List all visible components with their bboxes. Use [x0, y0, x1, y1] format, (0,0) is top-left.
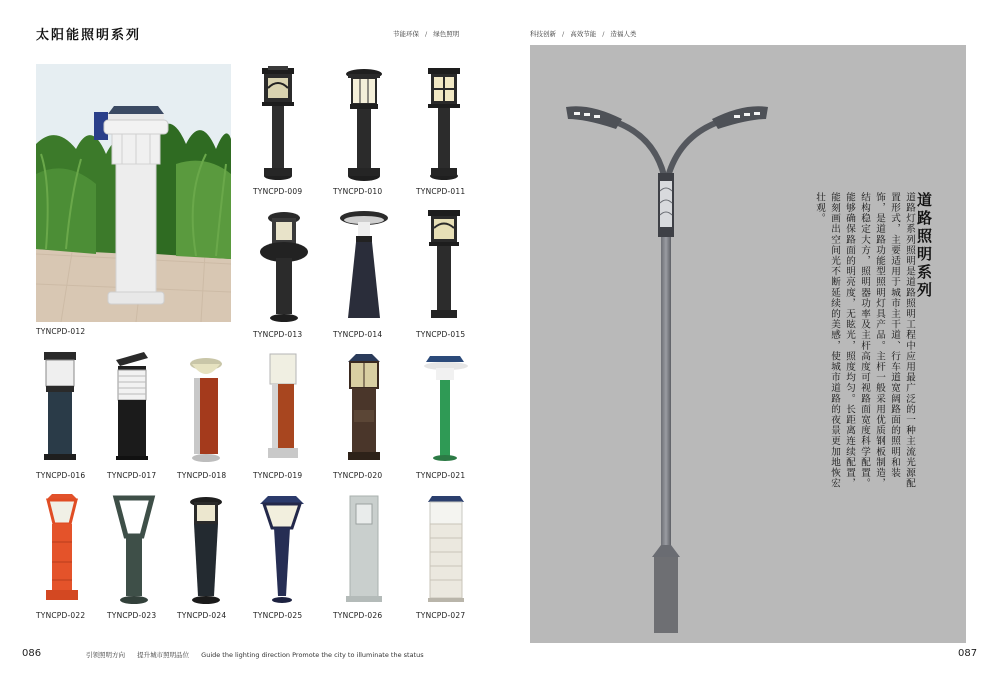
lamp-015-image	[414, 208, 474, 326]
tag-benefit: 造福人类	[610, 30, 637, 38]
page-number: 087	[958, 648, 978, 659]
lamp-016-image	[30, 350, 90, 468]
product-code: TYNCPD-017	[107, 471, 157, 480]
left-tagline	[393, 29, 459, 38]
right-tagline	[530, 29, 636, 38]
tag-innovation: 科技创新	[530, 30, 556, 38]
product-code: TYNCPD-026	[333, 611, 383, 620]
lamp-026-image	[334, 492, 394, 610]
product-code: TYNCPD-022	[36, 611, 86, 620]
product-code: TYNCPD-010	[333, 187, 383, 196]
lamp-024-image	[176, 492, 236, 610]
lamp-011-image	[414, 66, 474, 184]
footer-slogan-2: 提升城市照明品位	[137, 651, 190, 659]
lamp-014-image	[334, 208, 394, 326]
product-code: TYNCPD-023	[107, 611, 157, 620]
footer-slogan-1: 引领照明方向	[86, 651, 125, 659]
tag-separator: /	[602, 30, 605, 38]
lamp-025-image	[252, 492, 312, 610]
tag-separator: /	[425, 30, 428, 38]
product-code: TYNCPD-016	[36, 471, 86, 480]
series-title: 太阳能照明系列	[36, 28, 142, 43]
lamp-023-image	[104, 492, 164, 610]
tag-efficiency: 高效节能	[570, 30, 597, 38]
product-code: TYNCPD-019	[253, 471, 303, 480]
lamp-027-image	[416, 492, 476, 610]
tag-separator: /	[562, 30, 565, 38]
product-code: TYNCPD-014	[333, 330, 383, 339]
lamp-020-image	[334, 350, 394, 468]
product-code: TYNCPD-009	[253, 187, 303, 196]
product-code: TYNCPD-012	[36, 327, 86, 336]
section-description: 道路灯系列照明是道路照明工程中应用最广泛的一种主流光源配置形式，主要适用于城市主干道、行车道宽阔路面的照明和装饰，是道路功能型照明灯具产品。主杆一般采用优质钢板制造，结构稳定大方，照明器功率及主杆高度可视路面宽度科学配置。能够确保路面的明亮度，无眩光，照度均匀。长距离连续配置，能刻画出空间光不断延续的美感，使城市道路的夜景更加地恢宏壮观。	[814, 192, 915, 489]
product-code: TYNCPD-015	[416, 330, 466, 339]
tag-green-lighting: 绿色照明	[433, 30, 460, 38]
product-code: TYNCPD-021	[416, 471, 466, 480]
footer-slogan	[86, 650, 424, 659]
page-number: 086	[22, 648, 42, 659]
product-code: TYNCPD-013	[253, 330, 303, 339]
lamp-013-image	[254, 208, 314, 326]
right-page	[500, 0, 1000, 684]
lamp-017-image	[102, 350, 162, 468]
product-code: TYNCPD-027	[416, 611, 466, 620]
featured-product-photo	[36, 64, 231, 322]
product-code: TYNCPD-011	[416, 187, 466, 196]
product-code: TYNCPD-025	[253, 611, 303, 620]
lamp-021-image	[416, 350, 476, 468]
lamp-018-image	[176, 350, 236, 468]
lamp-019-image	[254, 350, 314, 468]
lamp-009-image	[248, 66, 308, 184]
lamp-010-image	[334, 66, 394, 184]
footer-english: Guide the lighting direction Promote the city to illuminate the status	[201, 651, 424, 659]
product-code: TYNCPD-018	[177, 471, 227, 480]
garden-lamp-scene-image	[36, 64, 231, 322]
lamp-022-image	[32, 492, 92, 610]
product-code: TYNCPD-020	[333, 471, 383, 480]
product-code: TYNCPD-024	[177, 611, 227, 620]
section-title: 道路照明系列	[915, 192, 933, 300]
tag-energy-saving: 节能环保	[393, 30, 419, 38]
